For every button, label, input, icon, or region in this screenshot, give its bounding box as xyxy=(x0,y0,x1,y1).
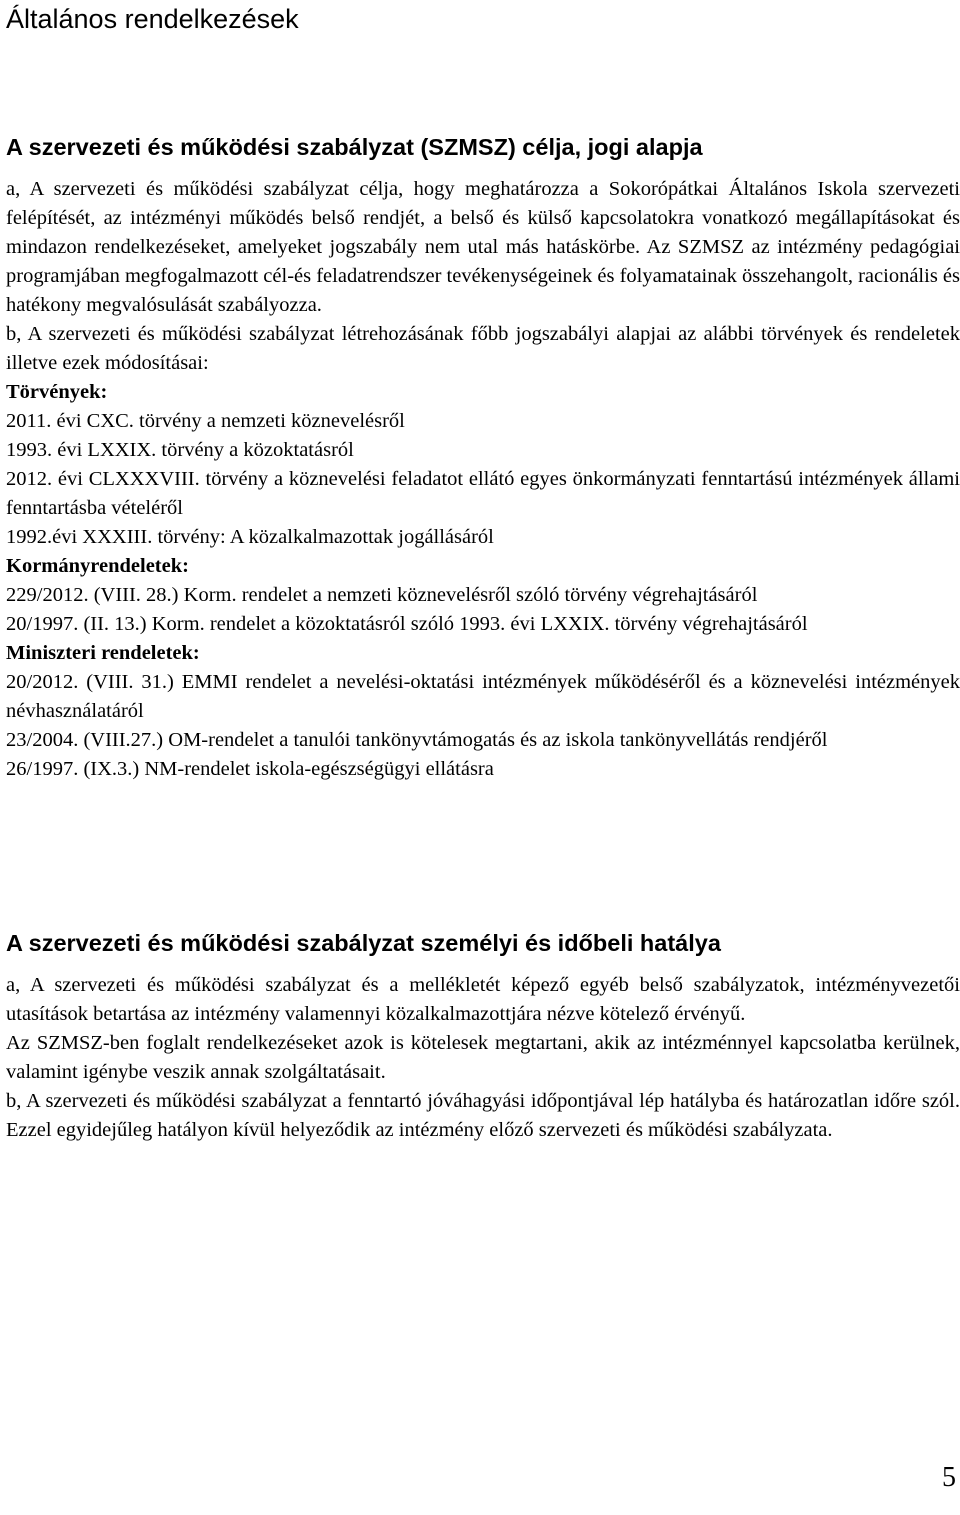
gov-decrees-header: Kormányrendeletek: xyxy=(6,555,189,577)
section-title-purpose: A szervezeti és működési szabályzat (SZMSZ) célja, jogi alapja xyxy=(6,134,703,160)
law-item: 2011. évi CXC. törvény a nemzeti köznevelésről xyxy=(6,410,405,432)
ministerial-decree-item: 26/1997. (IX.3.) NM-rendelet iskola-egészségügyi ellátásra xyxy=(6,758,494,780)
gov-decree-item: 229/2012. (VIII. 28.) Korm. rendelet a nemzeti köznevelésről szóló törvény végrehajtásáról xyxy=(6,584,758,606)
law-item: 2012. évi CLXXXVIII. törvény a köznevelési feladatot ellátó egyes önkormányzati fenntartású intézmények állami fenntartásba vételéről xyxy=(6,468,960,519)
law-item: 1992.évi XXXIII. törvény: A közalkalmazottak jogállásáról xyxy=(6,526,494,548)
page-number: 5 xyxy=(942,1462,956,1493)
law-item: 1993. évi LXXIX. törvény a közoktatásról xyxy=(6,439,354,461)
gov-decree-item: 20/1997. (II. 13.) Korm. rendelet a közoktatásról szóló 1993. évi LXXIX. törvény végrehajtásáról xyxy=(6,613,808,635)
section-body-scope xyxy=(6,971,960,1145)
section-body-purpose xyxy=(6,175,960,784)
paragraph-scope-a: a, A szervezeti és működési szabályzat és a mellékletét képező egyéb belső szabályzatok, intézményvezetői utasítások betartása az intézmény valamennyi közalkalmazottjára nézve kötelező érvényű. xyxy=(6,974,960,1025)
ministerial-decrees-header: Miniszteri rendeletek: xyxy=(6,642,200,664)
paragraph-purpose-a: a, A szervezeti és működési szabályzat célja, hogy meghatározza a Sokorópátkai Általános Iskola szervezeti felépítését, az intézményi működés belső rendjét, a belső és külső kapcsolatokra vonatkozó megállapításokat és mindazon rendelkezéseket, amelyeket jogszabály nem utal más hatáskörbe. Az SZMSZ az intézmény pedagógiai programjában megfogalmazott cél-és feladatrendszer tevékenységeinek és folyamatainak összehangolt, racionális és hatékony megvalósulását szabályozza. xyxy=(6,178,960,316)
section-title-scope: A szervezeti és működési szabályzat személyi és időbeli hatálya xyxy=(6,930,721,956)
ministerial-decree-item: 23/2004. (VIII.27.) OM-rendelet a tanulói tankönyvtámogatás és az iskola tankönyvellátás rendjéről xyxy=(6,729,828,751)
laws-header: Törvények: xyxy=(6,381,108,403)
paragraph-legal-basis-b: b, A szervezeti és működési szabályzat létrehozásának főbb jogszabályi alapjai az alábbi törvények és rendeletek illetve ezek módosításai: xyxy=(6,323,960,374)
paragraph-scope-b: b, A szervezeti és működési szabályzat a fenntartó jóváhagyási időpontjával lép hatályba és határozatlan időre szól. Ezzel egyidejűleg hatályon kívül helyeződik az intézmény előző szervezeti és működési szabályzata. xyxy=(6,1090,960,1141)
paragraph-scope-a2: Az SZMSZ-ben foglalt rendelkezéseket azok is kötelesek megtartani, akik az intézménnyel kapcsolatba kerülnek, valamint igénybe veszik annak szolgáltatásait. xyxy=(6,1032,960,1083)
page-heading: Általános rendelkezések xyxy=(6,4,299,34)
ministerial-decree-item: 20/2012. (VIII. 31.) EMMI rendelet a nevelési-oktatási intézmények működéséről és a köznevelési intézmények névhasználatáról xyxy=(6,671,960,722)
